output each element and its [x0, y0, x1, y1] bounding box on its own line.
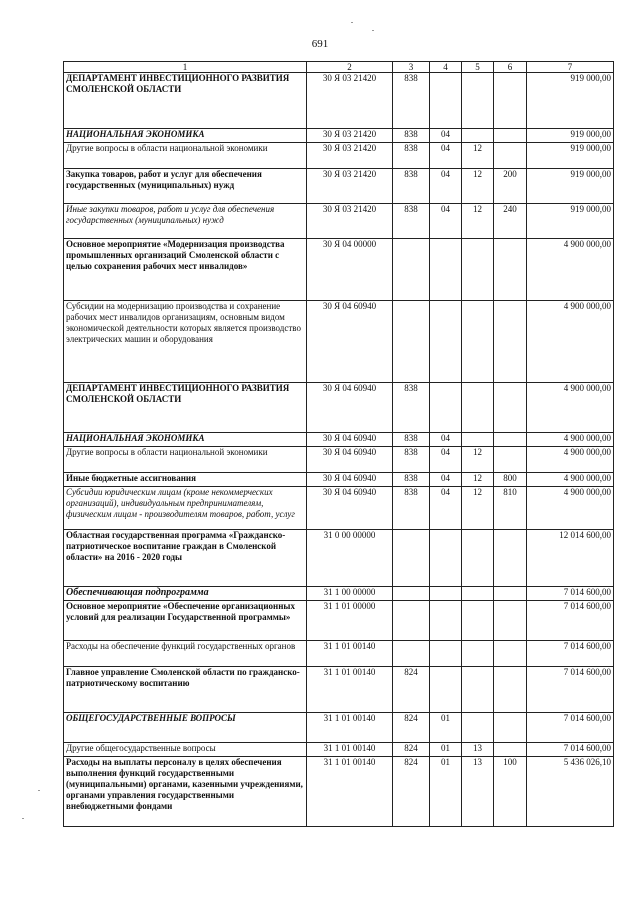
- column-header: 6: [494, 62, 527, 73]
- expense-type-code: [494, 143, 527, 169]
- section-code: 04: [430, 473, 462, 487]
- row-amount: 4 900 000,00: [527, 301, 614, 383]
- row-name: ДЕПАРТАМЕНТ ИНВЕСТИЦИОННОГО РАЗВИТИЯ СМОЛЕНСКОЙ ОБЛАСТИ: [64, 73, 307, 129]
- row-amount: 919 000,00: [527, 73, 614, 129]
- subsection-code: 12: [462, 447, 494, 473]
- subsection-code: [462, 129, 494, 143]
- section-code: 04: [430, 447, 462, 473]
- expense-type-code: [494, 73, 527, 129]
- target-code: 31 1 01 00140: [307, 713, 393, 743]
- section-code: [430, 667, 462, 713]
- section-code: [430, 73, 462, 129]
- table-row: [64, 757, 614, 827]
- admin-code: 824: [393, 757, 430, 827]
- row-name: Субсидии юридическим лицам (кроме некоммерческих организаций), индивидуальным предпринимателям, физическим лицам - производителям товаров, работ, услуг: [64, 487, 307, 530]
- row-name: Другие вопросы в области национальной экономики: [64, 143, 307, 169]
- table-row: [64, 301, 614, 383]
- target-code: 30 Я 03 21420: [307, 143, 393, 169]
- expense-type-code: [494, 641, 527, 667]
- section-code: 04: [430, 433, 462, 447]
- target-code: 30 Я 03 21420: [307, 204, 393, 239]
- subsection-code: [462, 641, 494, 667]
- column-header: 4: [430, 62, 462, 73]
- section-code: [430, 601, 462, 641]
- column-header: 3: [393, 62, 430, 73]
- admin-code: 838: [393, 204, 430, 239]
- section-code: 04: [430, 169, 462, 204]
- expense-type-code: [494, 587, 527, 601]
- admin-code: [393, 601, 430, 641]
- row-amount: 4 900 000,00: [527, 487, 614, 530]
- table-row: [64, 601, 614, 641]
- subsection-code: [462, 433, 494, 447]
- column-header: 7: [527, 62, 614, 73]
- row-amount: 12 014 600,00: [527, 530, 614, 587]
- row-name: Иные закупки товаров, работ и услуг для обеспечения государственных (муниципальных) нужд: [64, 204, 307, 239]
- table-body: [64, 73, 614, 827]
- row-amount: 4 900 000,00: [527, 383, 614, 433]
- expense-type-code: 810: [494, 487, 527, 530]
- admin-code: [393, 641, 430, 667]
- subsection-code: [462, 239, 494, 301]
- subsection-code: [462, 530, 494, 587]
- header-row: [64, 62, 614, 73]
- target-code: 30 Я 04 60940: [307, 473, 393, 487]
- section-code: [430, 530, 462, 587]
- table-row: [64, 641, 614, 667]
- table-row: [64, 530, 614, 587]
- admin-code: 838: [393, 473, 430, 487]
- row-name: Основное мероприятие «Модернизация производства промышленных организаций Смоленской области с целью сохранения рабочих мест инвалидов»: [64, 239, 307, 301]
- row-amount: 4 900 000,00: [527, 239, 614, 301]
- row-name: Расходы на обеспечение функций государственных органов: [64, 641, 307, 667]
- subsection-code: 12: [462, 169, 494, 204]
- table-row: [64, 129, 614, 143]
- target-code: 30 Я 04 60940: [307, 433, 393, 447]
- table-row: [64, 143, 614, 169]
- table-row: [64, 169, 614, 204]
- row-amount: 4 900 000,00: [527, 473, 614, 487]
- expense-type-code: [494, 601, 527, 641]
- target-code: 31 1 01 00000: [307, 601, 393, 641]
- target-code: 30 Я 04 60940: [307, 447, 393, 473]
- target-code: 30 Я 04 00000: [307, 239, 393, 301]
- target-code: 31 1 00 00000: [307, 587, 393, 601]
- section-code: [430, 239, 462, 301]
- section-code: [430, 383, 462, 433]
- budget-table: [63, 61, 614, 827]
- page-number: 691: [311, 38, 329, 50]
- row-name: Другие общегосударственные вопросы: [64, 743, 307, 757]
- expense-type-code: 100: [494, 757, 527, 827]
- admin-code: 838: [393, 129, 430, 143]
- admin-code: 838: [393, 73, 430, 129]
- subsection-code: 12: [462, 204, 494, 239]
- subsection-code: [462, 713, 494, 743]
- row-name: Расходы на выплаты персоналу в целях обеспечения выполнения функций государственными (муниципальными) органами, казенными учреждениями, органами управления государственными внебюджетными фондами: [64, 757, 307, 827]
- row-amount: 4 900 000,00: [527, 447, 614, 473]
- scan-speck: [22, 818, 24, 819]
- admin-code: [393, 587, 430, 601]
- target-code: 30 Я 04 60940: [307, 383, 393, 433]
- expense-type-code: [494, 239, 527, 301]
- target-code: 31 1 01 00140: [307, 667, 393, 713]
- admin-code: 838: [393, 169, 430, 204]
- expense-type-code: [494, 743, 527, 757]
- subsection-code: [462, 73, 494, 129]
- table-row: [64, 73, 614, 129]
- admin-code: [393, 530, 430, 587]
- row-name: ДЕПАРТАМЕНТ ИНВЕСТИЦИОННОГО РАЗВИТИЯ СМОЛЕНСКОЙ ОБЛАСТИ: [64, 383, 307, 433]
- row-amount: 919 000,00: [527, 143, 614, 169]
- column-header: 1: [64, 62, 307, 73]
- expense-type-code: [494, 667, 527, 713]
- row-amount: 7 014 600,00: [527, 743, 614, 757]
- table-row: [64, 487, 614, 530]
- row-amount: 7 014 600,00: [527, 667, 614, 713]
- expense-type-code: 800: [494, 473, 527, 487]
- row-name: Обеспечивающая подпрограмма: [64, 587, 307, 601]
- table-row: [64, 713, 614, 743]
- column-header: 5: [462, 62, 494, 73]
- target-code: 30 Я 03 21420: [307, 169, 393, 204]
- expense-type-code: [494, 530, 527, 587]
- subsection-code: 13: [462, 757, 494, 827]
- subsection-code: [462, 383, 494, 433]
- table-row: [64, 239, 614, 301]
- scan-speck: [351, 22, 353, 23]
- section-code: 01: [430, 743, 462, 757]
- subsection-code: 13: [462, 743, 494, 757]
- row-name: Областная государственная программа «Гражданско-патриотическое воспитание граждан в Смоленской области» на 2016 - 2020 годы: [64, 530, 307, 587]
- expense-type-code: [494, 383, 527, 433]
- subsection-code: [462, 667, 494, 713]
- expense-type-code: [494, 447, 527, 473]
- row-name: НАЦИОНАЛЬНАЯ ЭКОНОМИКА: [64, 129, 307, 143]
- table-row: [64, 383, 614, 433]
- section-code: [430, 641, 462, 667]
- section-code: 01: [430, 713, 462, 743]
- row-name: Главное управление Смоленской области по гражданско-патриотическому воспитанию: [64, 667, 307, 713]
- row-name: Иные бюджетные ассигнования: [64, 473, 307, 487]
- expense-type-code: [494, 433, 527, 447]
- subsection-code: 12: [462, 473, 494, 487]
- target-code: 31 1 01 00140: [307, 757, 393, 827]
- section-code: 04: [430, 204, 462, 239]
- row-amount: 4 900 000,00: [527, 433, 614, 447]
- expense-type-code: [494, 713, 527, 743]
- table-row: [64, 204, 614, 239]
- row-amount: 919 000,00: [527, 204, 614, 239]
- section-code: [430, 587, 462, 601]
- table-row: [64, 433, 614, 447]
- row-amount: 7 014 600,00: [527, 641, 614, 667]
- target-code: 30 Я 04 60940: [307, 301, 393, 383]
- target-code: 30 Я 03 21420: [307, 73, 393, 129]
- admin-code: [393, 301, 430, 383]
- row-amount: 919 000,00: [527, 169, 614, 204]
- row-name: ОБЩЕГОСУДАРСТВЕННЫЕ ВОПРОСЫ: [64, 713, 307, 743]
- row-name: Закупка товаров, работ и услуг для обеспечения государственных (муниципальных) нужд: [64, 169, 307, 204]
- row-name: Другие вопросы в области национальной экономики: [64, 447, 307, 473]
- scan-speck: [38, 790, 40, 791]
- section-code: [430, 301, 462, 383]
- subsection-code: 12: [462, 143, 494, 169]
- table-row: [64, 743, 614, 757]
- row-name: НАЦИОНАЛЬНАЯ ЭКОНОМИКА: [64, 433, 307, 447]
- table-row: [64, 667, 614, 713]
- expense-type-code: 240: [494, 204, 527, 239]
- row-amount: 5 436 026,10: [527, 757, 614, 827]
- subsection-code: [462, 587, 494, 601]
- admin-code: 824: [393, 667, 430, 713]
- target-code: 31 0 00 00000: [307, 530, 393, 587]
- target-code: 30 Я 04 60940: [307, 487, 393, 530]
- table-row: [64, 473, 614, 487]
- admin-code: 838: [393, 383, 430, 433]
- admin-code: 838: [393, 433, 430, 447]
- expense-type-code: [494, 129, 527, 143]
- subsection-code: [462, 301, 494, 383]
- row-amount: 7 014 600,00: [527, 601, 614, 641]
- row-amount: 7 014 600,00: [527, 713, 614, 743]
- admin-code: 824: [393, 713, 430, 743]
- admin-code: 838: [393, 143, 430, 169]
- column-header: 2: [307, 62, 393, 73]
- expense-type-code: [494, 301, 527, 383]
- scan-speck: [372, 30, 374, 31]
- section-code: 04: [430, 143, 462, 169]
- subsection-code: 12: [462, 487, 494, 530]
- admin-code: [393, 239, 430, 301]
- admin-code: 838: [393, 487, 430, 530]
- row-amount: 919 000,00: [527, 129, 614, 143]
- expense-type-code: 200: [494, 169, 527, 204]
- admin-code: 824: [393, 743, 430, 757]
- section-code: 04: [430, 487, 462, 530]
- section-code: 01: [430, 757, 462, 827]
- row-name: Основное мероприятие «Обеспечение организационных условий для реализации Государственной программы»: [64, 601, 307, 641]
- subsection-code: [462, 601, 494, 641]
- admin-code: 838: [393, 447, 430, 473]
- target-code: 30 Я 03 21420: [307, 129, 393, 143]
- row-name: Субсидии на модернизацию производства и сохранение рабочих мест инвалидов организациям, основным видом экономической деятельности которых является производство электрических машин и оборудования: [64, 301, 307, 383]
- table-row: [64, 587, 614, 601]
- target-code: 31 1 01 00140: [307, 641, 393, 667]
- table-row: [64, 447, 614, 473]
- target-code: 31 1 01 00140: [307, 743, 393, 757]
- section-code: 04: [430, 129, 462, 143]
- row-amount: 7 014 600,00: [527, 587, 614, 601]
